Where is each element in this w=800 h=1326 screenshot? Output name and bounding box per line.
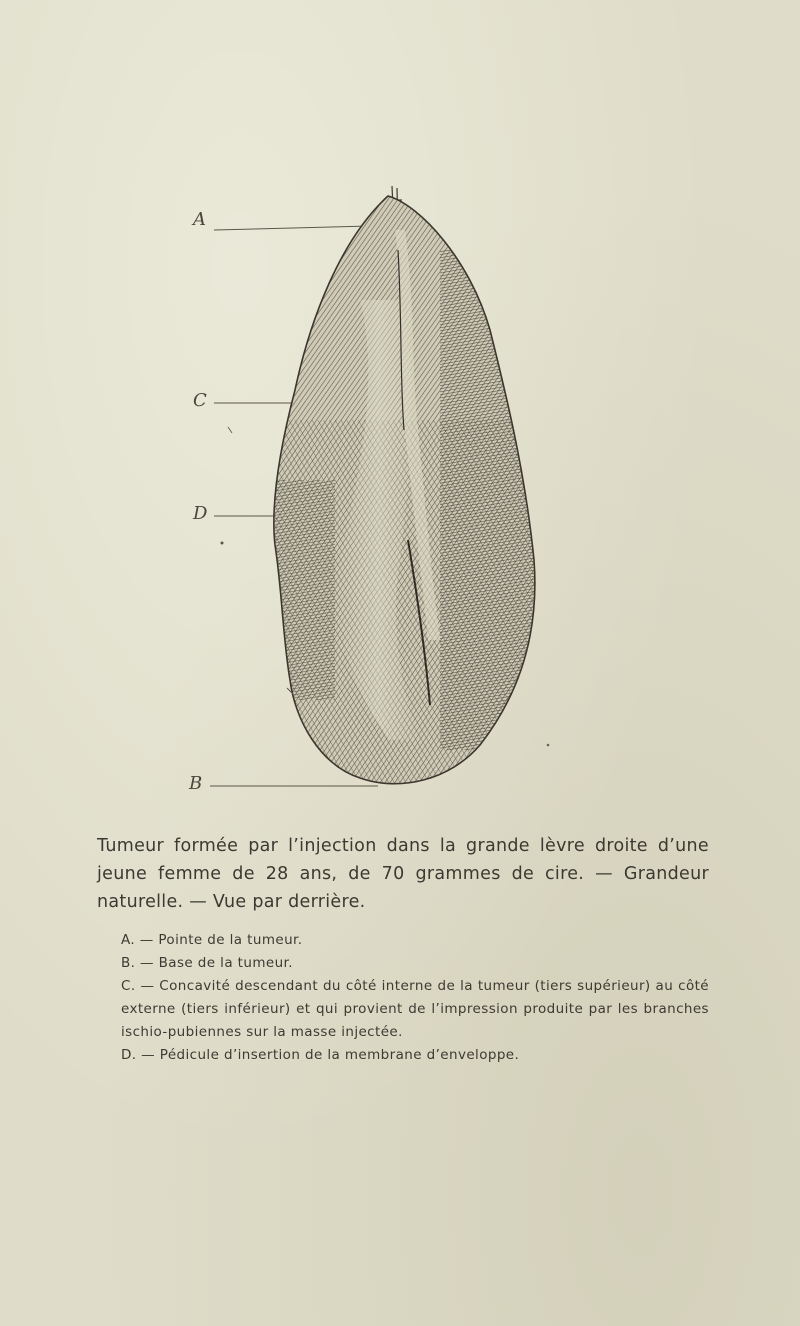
legend-item-c: C. — Concavité descendant du côté interne de la tumeur (tiers supérieur) au côté externe (tiers inférieur) et qui provient de l’impression produite par les branches ischio-pubiennes sur la masse injectée. (121, 978, 709, 1040)
legend-item-a: A. — Pointe de la tumeur. (121, 932, 303, 948)
label-b: B (189, 773, 203, 794)
label-c: C (193, 390, 207, 411)
label-d: D (193, 503, 208, 524)
tumor-body (270, 190, 550, 800)
legend-item-b: B. — Base de la tumeur. (121, 955, 293, 971)
label-a: A (193, 209, 206, 230)
figure-caption: Tumeur formée par l’injection dans la grande lèvre droite d’une jeune femme de 28 ans, de 70 grammes de cire. — Grandeur naturelle. — Vue par derrière. (97, 836, 709, 912)
figure-legend (97, 929, 709, 1067)
legend-item-d: D. — Pédicule d’insertion de la membrane d’enveloppe. (121, 1047, 520, 1063)
